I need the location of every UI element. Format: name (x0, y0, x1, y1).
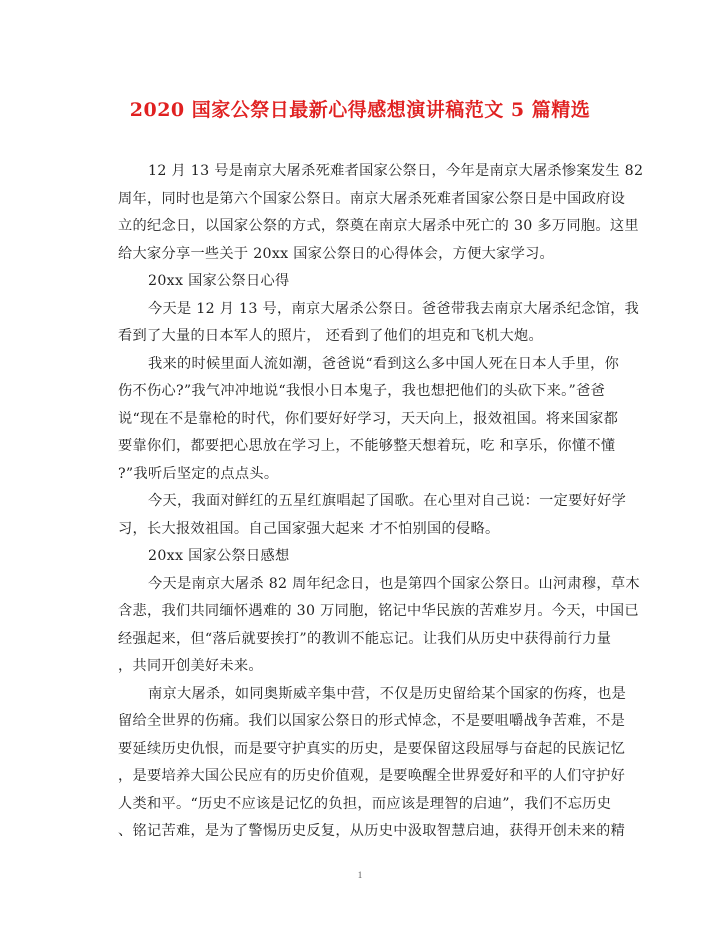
section-heading: 20xx 国家公祭日感想 (148, 548, 290, 564)
body-line: 立的纪念日，以国家公祭的方式，祭奠在南京大屠杀中死亡的 30 多万同胞。这里 (118, 218, 639, 234)
body-line: 今天是南京大屠杀 82 周年纪念日，也是第四个国家公祭日。山河肃穆，草木 (148, 575, 640, 592)
section-heading: 20xx 国家公祭日心得 (148, 273, 290, 289)
body-line: 12 月 13 号是南京大屠杀死难者国家公祭日，今年是南京大屠杀惨案发生 82 (148, 163, 644, 179)
body-line: 看到了大量的日本军人的照片， 还看到了他们的坦克和飞机大炮。 (118, 328, 543, 344)
body-line: 习，长大报效祖国。自己国家强大起来 才不怕别国的侵略。 (118, 520, 500, 537)
body-line: 说“现在不是靠枪的时代，你们要好好学习，天天向上，报效祖国。将来国家都 (118, 410, 619, 427)
body-line: 今天，我面对鲜红的五星红旗唱起了国歌。在心里对自己说：一定要好好学 (148, 493, 627, 509)
body-line: 南京大屠杀，如同奥斯威辛集中营，不仅是历史留给某个国家的伤疼，也是 (148, 685, 627, 702)
document-body (118, 158, 644, 846)
body-line: 经强起来，但“落后就要挨打”的教训不能忘记。让我们从历史中获得前行力量 (118, 630, 612, 647)
body-line: 留给全世界的伤痛。我们以国家公祭日的形式悼念，不是要咀嚼战争苦难，不是 (118, 713, 626, 729)
body-line: 含悲，我们共同缅怀遇难的 30 万同胞，铭记中华民族的苦难岁月。今天，中国已 (118, 603, 639, 619)
body-line: 周年，同时也是第六个国家公祭日。南京大屠杀死难者国家公祭日是中国政府设 (118, 190, 626, 207)
body-line: 要靠你们，都要把心思放在学习上，不能够整天想着玩，吃 和享乐，你懂不懂 (118, 438, 616, 454)
body-line: ，共同开创美好未来。 (118, 658, 263, 674)
body-line: 人类和平。“历史不应该是记忆的负担，而应该是理智的启迪”，我们不忘历史 (118, 795, 612, 812)
body-line: 、铭记苦难，是为了警惕历史反复，从历史中汲取智慧启迪，获得开创未来的精 (118, 823, 626, 839)
body-line: ?”我听后坚定的点点头。 (118, 465, 279, 482)
document-title: 2020 国家公祭日最新心得感想演讲稿范文 5 篇精选 (129, 99, 591, 121)
body-line: 要延续历史仇恨，而是要守护真实的历史，是要保留这段屈辱与奋起的民族记忆 (118, 740, 626, 757)
body-line: 今天是 12 月 13 号，南京大屠杀公祭日。爸爸带我去南京大屠杀纪念馆，我 (148, 300, 640, 317)
body-line: 伤不伤心?”我气冲冲地说“我恨小日本鬼子，我也想把他们的头砍下来。”爸爸 (118, 383, 606, 399)
body-line: 我来的时候里面人流如潮，爸爸说“看到这么多中国人死在日本人手里，你 (148, 355, 620, 372)
body-line: ，是要培养大国公民应有的历史价值观，是要唤醒全世界爱好和平的人们守护好 (118, 768, 626, 784)
page-number: 1 (357, 870, 363, 880)
body-line: 给大家分享一些关于 20xx 国家公祭日的心得体会，方便大家学习。 (118, 245, 555, 262)
